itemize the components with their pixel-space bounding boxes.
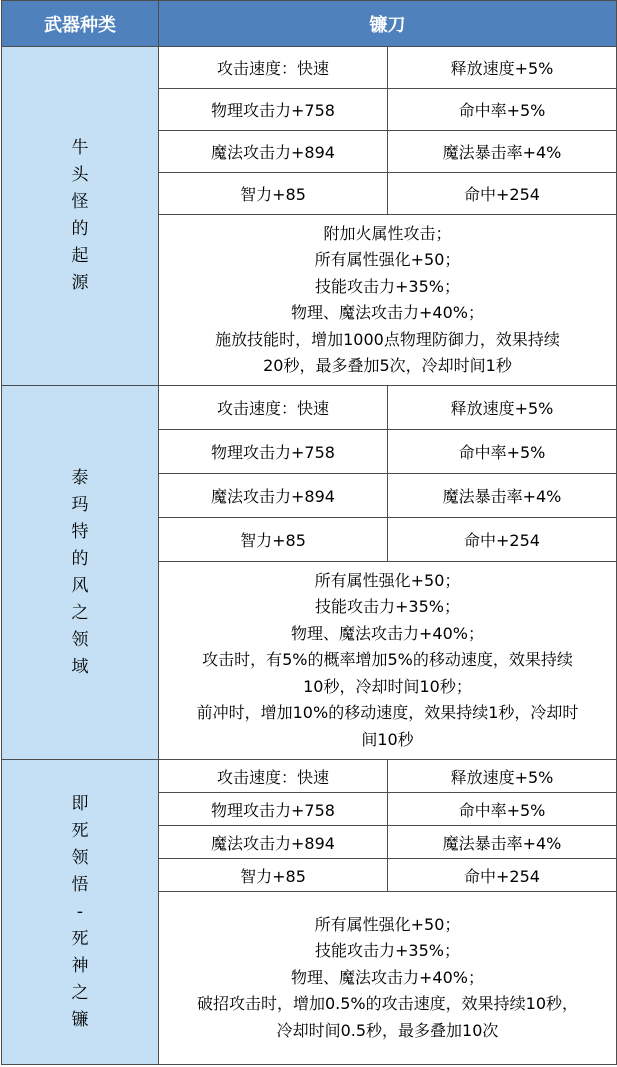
header-row [2, 1, 617, 47]
weapon-name-char: 悟 [71, 874, 89, 895]
weapon-table [1, 0, 617, 1065]
weapon-name-char: 源 [71, 273, 89, 293]
stat-cell: 物理攻击力+758 [159, 430, 388, 474]
weapon-name-char: 怪 [71, 192, 89, 212]
stat-cell: 魔法暴击率+4% [388, 826, 617, 859]
effects-cell [159, 562, 617, 760]
effect-line: 施放技能时，增加1000点物理防御力，效果持续 [215, 329, 560, 349]
effect-line: 所有属性强化+50； [314, 914, 461, 934]
stat-cell: 命中+254 [388, 518, 617, 562]
weapon-name-char: 死 [71, 928, 89, 949]
stat-cell: 魔法攻击力+894 [159, 826, 388, 859]
stat-cell: 命中+254 [388, 173, 617, 215]
effects-cell [159, 215, 617, 386]
stat-cell: 释放速度+5% [388, 386, 617, 430]
stat-cell: 智力+85 [159, 859, 388, 892]
effect-line: 前冲时，增加10%的移动速度，效果持续1秒，冷却时 [196, 703, 579, 723]
weapon-name-char: 域 [71, 656, 89, 677]
stat-cell: 命中率+5% [388, 89, 617, 131]
weapon-name-char: 领 [71, 629, 89, 650]
stat-cell: 物理攻击力+758 [159, 89, 388, 131]
weapon-name-char: 即 [71, 793, 89, 814]
weapon-name-char: 牛 [71, 138, 89, 158]
effect-line: 攻击时，有5%的概率增加5%的移动速度，效果持续 [202, 650, 573, 670]
weapon-name-char: 之 [71, 602, 89, 623]
weapon-name-char: - [76, 901, 84, 922]
stat-cell: 释放速度+5% [388, 760, 617, 793]
weapon-name-char: 神 [71, 955, 89, 976]
effect-line: 物理、魔法攻击力+40%； [291, 967, 484, 987]
weapon-name-char: 风 [71, 575, 89, 596]
effect-line: 技能攻击力+35%； [315, 276, 460, 296]
stat-cell: 攻击速度：快速 [159, 47, 388, 89]
weapon-name-char: 特 [71, 521, 89, 542]
stat-cell: 魔法攻击力+894 [159, 131, 388, 173]
stat-cell: 攻击速度：快速 [159, 386, 388, 430]
weapon-group-1 [2, 386, 617, 760]
weapon-name-char: 玛 [71, 494, 89, 515]
header-scythe: 镰刀 [159, 1, 617, 47]
effect-line: 20秒，最多叠加5次，冷却时间1秒 [263, 356, 512, 375]
weapon-name-char: 起 [71, 246, 89, 266]
stat-cell: 命中率+5% [388, 430, 617, 474]
stat-cell: 魔法暴击率+4% [388, 474, 617, 518]
stat-cell: 魔法攻击力+894 [159, 474, 388, 518]
weapon-name [2, 47, 159, 386]
weapon-name-char: 的 [71, 219, 89, 239]
effect-line: 技能攻击力+35%； [315, 597, 460, 617]
weapon-name-char: 的 [71, 548, 89, 569]
stat-cell: 智力+85 [159, 173, 388, 215]
effect-line: 间10秒 [361, 729, 414, 749]
weapon-name-char: 之 [71, 982, 89, 1003]
effect-line: 破招攻击时，增加0.5%的攻击速度，效果持续10秒， [196, 994, 578, 1014]
effect-line: 冷却时间0.5秒，最多叠加10次 [276, 1020, 499, 1040]
header-weapon-type: 武器种类 [2, 1, 159, 47]
effect-line: 所有属性强化+50； [314, 250, 461, 269]
weapon-group-0 [2, 47, 617, 386]
effect-line: 所有属性强化+50； [314, 570, 461, 590]
stat-cell: 命中+254 [388, 859, 617, 892]
stat-cell: 攻击速度：快速 [159, 760, 388, 793]
effect-line: 附加火属性攻击； [323, 223, 452, 243]
weapon-name-char: 头 [71, 165, 89, 185]
weapon-name-char: 泰 [71, 467, 89, 488]
stat-cell: 智力+85 [159, 518, 388, 562]
effects-cell [159, 892, 617, 1065]
effect-line: 技能攻击力+35%； [315, 941, 460, 961]
stat-cell: 释放速度+5% [388, 47, 617, 89]
stat-cell: 命中率+5% [388, 793, 617, 826]
weapon-name [2, 386, 159, 760]
weapon-name-char: 死 [71, 820, 89, 841]
weapon-name [2, 760, 159, 1065]
effect-line: 10秒，冷却时间10秒； [303, 676, 472, 696]
weapon-group-2 [2, 760, 617, 1065]
weapon-name-char: 领 [71, 847, 89, 868]
weapon-name-char: 镰 [71, 1009, 89, 1030]
stat-cell: 魔法暴击率+4% [388, 131, 617, 173]
stat-cell: 物理攻击力+758 [159, 793, 388, 826]
effect-line: 物理、魔法攻击力+40%； [291, 623, 484, 643]
effect-line: 物理、魔法攻击力+40%； [291, 303, 484, 322]
